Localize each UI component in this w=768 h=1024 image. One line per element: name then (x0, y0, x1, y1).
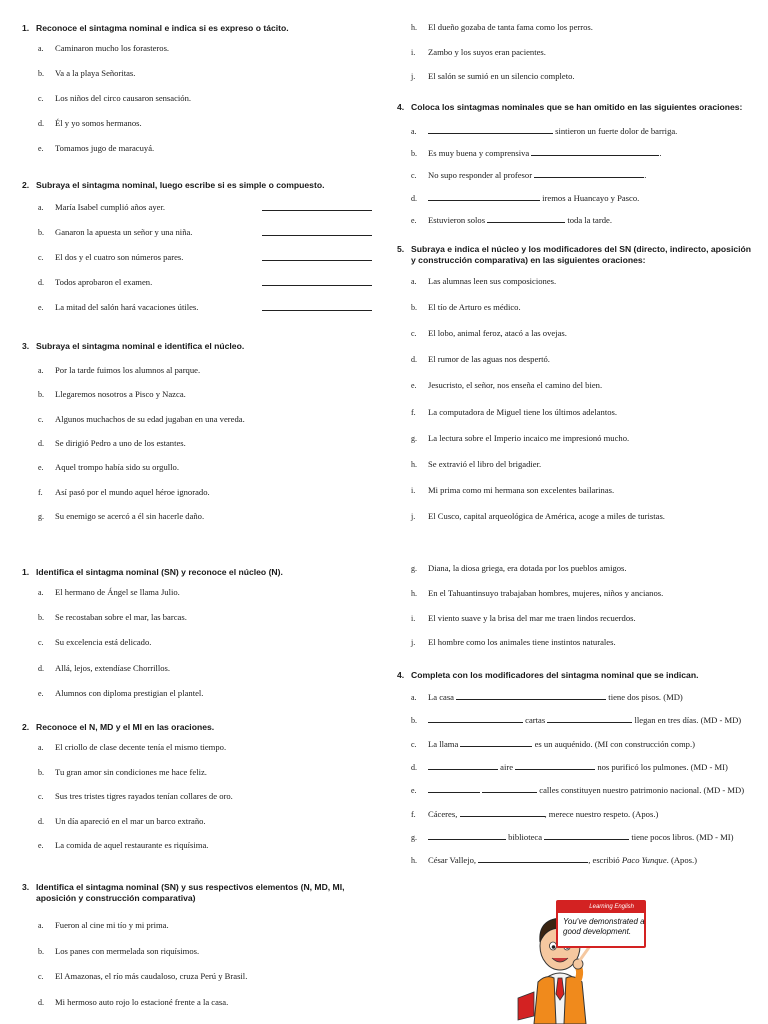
item-text: Fueron al cine mi tío y mi prima. (55, 920, 169, 930)
item-text: Jesucristo, el señor, nos enseña el camino del bien. (428, 380, 603, 391)
item-text: El viento suave y la brisa del mar me traen lindos recuerdos. (428, 612, 636, 623)
fill-in-blank[interactable] (428, 784, 480, 793)
item-text: Por la tarde fuimos los alumnos al parque. (55, 365, 201, 375)
item-letter: e. (38, 303, 44, 312)
answer-line[interactable] (262, 260, 372, 261)
item-text: Mi prima como mi hermana son excelentes bailarinas. (428, 484, 615, 495)
item-letter: e. (38, 463, 44, 473)
list-item (411, 380, 602, 391)
item-letter: d. (38, 278, 44, 287)
item-text: El dueño gozaba de tanta fama como los perros. (428, 22, 593, 32)
item-text: es un auquénido. (MI con construcción comp.) (532, 738, 695, 749)
list-item (38, 414, 245, 425)
item-text: El tío de Arturo es médico. (428, 302, 521, 313)
item-text: Paco Yunque (621, 855, 667, 866)
item-letter: d. (38, 816, 44, 826)
item-letter: a. (411, 693, 417, 702)
item-text: La casa (428, 692, 457, 702)
item-text: , merece nuestro respeto. (Apos.) (544, 808, 659, 819)
fill-in-blank[interactable] (478, 854, 588, 863)
item-text: Llegaremos nosotros a Pisco y Nazca. (55, 389, 186, 400)
list-item (411, 784, 744, 796)
list-item (411, 691, 683, 703)
item-letter: a. (38, 921, 44, 930)
item-letter: b. (411, 149, 417, 158)
list-item (411, 831, 734, 843)
section-title (397, 102, 752, 113)
item-text: La lectura sobre el Imperio incaico me impresionó mucho. (428, 432, 630, 443)
section-title (397, 670, 752, 681)
item-text: El Amazonas, el río más caudaloso, cruza Perú y Brasil. (55, 971, 248, 982)
list-item (38, 612, 187, 623)
fill-in-blank[interactable] (428, 192, 540, 201)
fill-in-blank[interactable] (460, 808, 545, 817)
item-text: tiene dos pisos. (MD) (606, 692, 683, 702)
section-title (22, 722, 362, 733)
item-letter: e. (411, 381, 417, 391)
item-text: nos purificó los pulmones. (MD - MI) (595, 761, 728, 772)
fill-in-blank[interactable] (428, 761, 498, 770)
section-number: 2. (22, 722, 30, 732)
item-letter: c. (38, 414, 44, 424)
bottom-section-1 (22, 567, 362, 578)
section-title-text: Identifica el sintagma nominal (SN) y sus respectivos elementos (N, MD, MI, aposición y construcción comparativa) (36, 882, 345, 903)
list-item (38, 742, 226, 753)
item-letter: a. (38, 44, 44, 53)
item-text: Cáceres, (428, 808, 460, 819)
list-item (411, 47, 546, 58)
item-letter: c. (38, 792, 44, 802)
fill-in-blank[interactable] (456, 691, 606, 700)
item-text: biblioteca (506, 831, 545, 842)
section-title-text: Subraya el sintagma nominal e identifica el núcleo. (36, 341, 245, 351)
top-section-2 (22, 180, 362, 191)
list-item (411, 485, 614, 496)
list-item (411, 302, 521, 313)
list-item (411, 214, 612, 226)
item-text: Los panes con mermelada son riquísimos. (55, 945, 200, 956)
bottom-section-2 (22, 722, 362, 733)
answer-line[interactable] (262, 210, 372, 211)
section-number: 3. (22, 882, 30, 892)
item-text: , escribió (588, 855, 622, 866)
item-letter: b. (38, 390, 44, 400)
item-letter: j. (411, 511, 416, 521)
item-text: María Isabel cumplió años ayer. (55, 202, 166, 212)
section-title (22, 341, 362, 352)
item-text: tiene pocos libros. (MD - MI) (629, 831, 734, 842)
item-text: Su excelencia está delicado. (55, 637, 152, 648)
item-letter: b. (411, 303, 417, 313)
item-letter: b. (38, 946, 44, 956)
list-item (38, 767, 207, 778)
item-letter: e. (38, 688, 44, 698)
speech-bubble (556, 900, 646, 948)
item-text: La comida de aquel restaurante es riquísima. (55, 840, 209, 851)
fill-in-blank[interactable] (531, 147, 662, 158)
section-number: 4. (397, 670, 405, 680)
item-text: llegan en tres días. (MD - MD) (632, 715, 742, 726)
section-title (22, 882, 367, 904)
list-item (38, 688, 203, 699)
item-letter: f. (411, 809, 416, 819)
fill-in-blank[interactable] (428, 831, 506, 840)
item-letter: c. (38, 638, 44, 648)
fill-in-blank[interactable] (428, 714, 523, 723)
item-text: Estuvieron solos (428, 215, 488, 225)
item-text: El hombre como los animales tiene instintos naturales. (428, 637, 616, 648)
item-letter: d. (38, 663, 44, 673)
item-text: Tomamos jugo de maracuyá. (55, 143, 155, 153)
list-item (411, 147, 662, 159)
item-text: sintieron un fuerte dolor de barriga. (553, 126, 678, 136)
item-text: Así pasó por el mundo aquel héroe ignorado. (55, 486, 210, 497)
item-text: Mi hermoso auto rojo lo estacioné frente a la casa. (55, 997, 229, 1008)
item-letter: e. (38, 841, 44, 851)
item-letter: c. (38, 94, 44, 103)
item-letter: f. (38, 487, 43, 497)
item-text: Todos aprobaron el examen. (55, 277, 153, 287)
item-letter: j. (411, 638, 416, 648)
list-item (38, 462, 179, 473)
list-item (411, 761, 728, 773)
item-letter: c. (411, 171, 417, 180)
section-number: 4. (397, 102, 405, 112)
speech-bubble-message: You've demonstrated a good development. (563, 917, 645, 936)
list-item (38, 920, 169, 931)
section-title-text: Completa con los modificadores del sintagma nominal que se indican. (411, 670, 699, 680)
item-text: El dos y el cuatro son números pares. (55, 252, 184, 262)
item-letter: d. (38, 438, 44, 448)
item-text: Un día apareció en el mar un barco extraño. (55, 815, 206, 826)
item-letter: g. (38, 511, 44, 521)
section-title-text: Reconoce el N, MD y el MI en las oraciones. (36, 722, 215, 732)
section-title (397, 244, 752, 266)
list-item (411, 276, 556, 287)
item-letter: h. (411, 588, 417, 598)
top-section-5 (397, 244, 752, 266)
item-text: Zambo y los suyos eran pacientes. (428, 46, 546, 57)
fill-in-blank[interactable] (515, 761, 595, 770)
bottom-section-4 (397, 670, 752, 681)
section-title (22, 567, 362, 578)
item-letter: d. (411, 194, 417, 203)
list-item (38, 43, 169, 54)
item-letter: g. (411, 564, 417, 573)
list-item (411, 433, 629, 444)
list-item (411, 125, 677, 137)
item-letter: a. (411, 127, 417, 136)
item-letter: e. (38, 144, 44, 153)
item-text: Se dirigió Pedro a uno de los estantes. (55, 437, 186, 448)
item-letter: b. (38, 69, 44, 78)
list-item (38, 68, 135, 79)
item-letter: b. (38, 767, 44, 777)
list-item (411, 808, 658, 820)
list-item (38, 227, 192, 238)
item-text: Las alumnas leen sus composiciones. (428, 276, 557, 286)
answer-line[interactable] (262, 285, 372, 286)
list-item (411, 637, 616, 648)
item-letter: i. (411, 613, 416, 623)
list-item (38, 365, 200, 376)
item-text: calles constituyen nuestro patrimonio nacional. (MD - MD) (537, 785, 745, 796)
list-item (38, 840, 208, 851)
item-text: Él y yo somos hermanos. (55, 118, 142, 128)
list-item (411, 407, 617, 418)
item-text: Caminaron mucho los forasteros. (55, 43, 170, 53)
section-number: 2. (22, 180, 30, 190)
item-text: El lobo, animal feroz, atacó a las ovejas. (428, 328, 567, 339)
fill-in-blank[interactable] (544, 831, 629, 840)
list-item (411, 71, 575, 82)
item-letter: a. (38, 203, 44, 212)
item-text: Su enemigo se acercó a él sin hacerle daño. (55, 510, 205, 521)
list-item (411, 22, 593, 33)
list-item (38, 487, 210, 498)
item-text: . (644, 170, 647, 180)
item-letter: d. (411, 762, 417, 772)
list-item (38, 971, 247, 982)
item-letter: b. (411, 716, 417, 726)
item-letter: i. (411, 485, 416, 495)
answer-line[interactable] (262, 310, 372, 311)
list-item (38, 663, 170, 674)
section-number: 1. (22, 23, 30, 33)
item-text: Aquel trompo había sido su orgullo. (55, 462, 179, 473)
item-letter: a. (38, 588, 44, 597)
list-item (38, 637, 151, 648)
section-title-text: Coloca los sintagmas nominales que se han omitido en las siguientes oraciones: (411, 102, 743, 112)
item-letter: g. (411, 832, 417, 842)
list-item (38, 252, 183, 263)
fill-in-blank[interactable] (534, 169, 647, 180)
list-item (38, 118, 142, 129)
list-item (38, 389, 186, 400)
item-text: Algunos muchachos de su edad jugaban en una vereda. (55, 413, 245, 424)
list-item (411, 854, 697, 866)
list-item (38, 791, 233, 802)
fill-in-blank[interactable] (428, 125, 553, 134)
item-text: Es muy buena y comprensiva (428, 148, 532, 158)
list-item (38, 587, 180, 598)
section-title-text: Subraya el sintagma nominal, luego escribe si es simple o compuesto. (36, 180, 325, 190)
item-letter: j. (411, 72, 416, 81)
item-letter: f. (411, 407, 416, 417)
item-text: Tu gran amor sin condiciones me hace feliz. (55, 766, 207, 777)
item-text: Diana, la diosa griega, era dotada por los pueblos amigos. (428, 563, 627, 573)
section-title-text: Reconoce el sintagma nominal e indica si es expreso o tácito. (36, 23, 289, 33)
list-item (38, 946, 199, 957)
item-text: El Cusco, capital arqueológica de América, acoge a miles de turistas. (428, 510, 665, 521)
list-item (411, 714, 741, 726)
item-letter: c. (38, 253, 44, 262)
list-item (411, 354, 550, 365)
section-title-text: Subraya e indica el núcleo y los modificadores del SN (directo, indirecto, aposición y construcción comparativa) en las siguientes oraciones: (411, 244, 752, 265)
item-text: El criollo de clase decente tenía el mismo tiempo. (55, 742, 227, 752)
section-title-text: Identifica el sintagma nominal (SN) y reconoce el núcleo (N). (36, 567, 283, 577)
item-text: aire (498, 761, 516, 772)
item-letter: a. (38, 743, 44, 752)
item-text: La mitad del salón hará vacaciones útiles. (55, 302, 199, 312)
list-item (38, 202, 165, 213)
item-text: Alumnos con diploma prestigian el plantel. (55, 687, 204, 698)
speech-bubble-header: Learning English (558, 902, 644, 913)
item-text: César Vallejo, (428, 855, 479, 866)
item-text: No supo responder al profesor (428, 170, 535, 180)
list-item (411, 169, 646, 181)
fill-in-blank[interactable] (487, 214, 565, 223)
fill-in-blank[interactable] (547, 714, 632, 723)
item-letter: g. (411, 433, 417, 443)
item-letter: c. (411, 739, 417, 749)
item-text: iremos a Huancayo y Pasco. (540, 193, 640, 203)
section-number: 5. (397, 244, 405, 254)
item-text: toda la tarde. (565, 215, 612, 225)
item-letter: h. (411, 856, 417, 866)
bottom-section-3 (22, 882, 367, 904)
list-item (411, 613, 636, 624)
item-text: En el Tahuantinsuyo trabajaban hombres, mujeres, niños y ancianos. (428, 587, 664, 598)
list-item (411, 192, 639, 204)
item-text: Se extravió el libro del brigadier. (428, 458, 542, 469)
item-letter: a. (411, 277, 417, 286)
item-text: Los niños del circo causaron sensación. (55, 93, 192, 103)
item-text: Allá, lejos, extendíase Chorrillos. (55, 662, 171, 673)
fill-in-blank[interactable] (460, 738, 532, 747)
item-letter: d. (38, 998, 44, 1008)
fill-in-blank[interactable] (482, 784, 537, 793)
item-letter: a. (38, 366, 44, 375)
list-item (38, 302, 198, 313)
list-item (38, 277, 152, 288)
list-item (38, 93, 191, 104)
item-text: El rumor de las aguas nos despertó. (428, 354, 550, 365)
item-letter: c. (411, 329, 417, 339)
item-letter: d. (411, 355, 417, 365)
list-item (38, 143, 154, 154)
list-item (411, 563, 627, 574)
item-text: Se recostaban sobre el mar, las barcas. (55, 612, 187, 623)
item-text: Va a la playa Señoritas. (55, 68, 136, 78)
top-section-4 (397, 102, 752, 113)
list-item (38, 511, 204, 522)
list-item (411, 459, 541, 470)
item-letter: i. (411, 47, 416, 57)
list-item (38, 438, 186, 449)
item-letter: h. (411, 23, 417, 32)
section-title (22, 23, 362, 34)
section-number: 1. (22, 567, 30, 577)
item-text: El salón se sumió en un silencio completo. (428, 71, 575, 81)
list-item (411, 588, 663, 599)
item-letter: b. (38, 228, 44, 237)
top-section-3 (22, 341, 362, 352)
list-item (411, 738, 695, 750)
item-letter: d. (38, 119, 44, 128)
item-letter: c. (38, 972, 44, 982)
item-letter: e. (411, 786, 417, 796)
list-item (411, 328, 567, 339)
item-text: El hermano de Ángel se llama Julio. (55, 587, 180, 597)
section-title (22, 180, 362, 191)
answer-line[interactable] (262, 235, 372, 236)
item-text: . (659, 148, 662, 158)
item-letter: b. (38, 613, 44, 623)
item-text: . (Apos.) (666, 855, 697, 866)
top-section-1 (22, 23, 362, 34)
item-text: La computadora de Miguel tiene los últimos adelantos. (428, 406, 618, 417)
list-item (411, 511, 665, 522)
item-text: cartas (523, 715, 548, 726)
list-item (38, 816, 206, 827)
item-letter: h. (411, 459, 417, 469)
item-text: Ganaron la apuesta un señor y una niña. (55, 227, 193, 237)
item-letter: e. (411, 216, 417, 225)
list-item (38, 997, 228, 1008)
item-text: Sus tres tristes tigres rayados tenían collares de oro. (55, 791, 233, 802)
section-number: 3. (22, 341, 30, 351)
item-text: La llama (428, 738, 461, 749)
